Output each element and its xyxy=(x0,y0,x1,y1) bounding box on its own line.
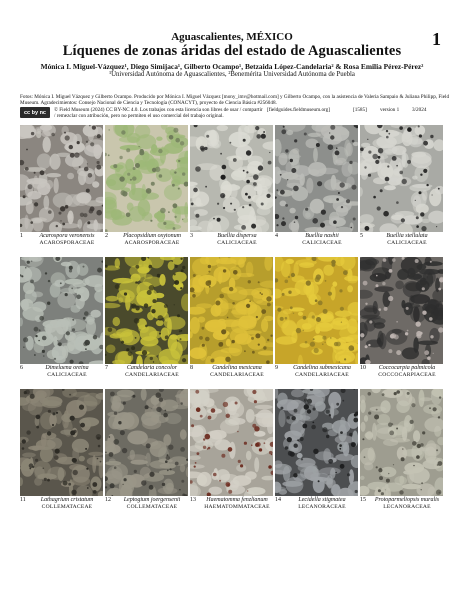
species-number: 10 xyxy=(360,365,366,371)
family-name: CANDELARIACEAE xyxy=(125,372,179,378)
affiliations-line: ¹Universidad Autónoma de Aguascalientes, ²Benemérita Universidad Autónoma de Puebla xyxy=(109,71,355,78)
species-number: 4 xyxy=(275,233,278,239)
species-card xyxy=(275,125,358,251)
lichen-photo xyxy=(275,125,358,232)
family-name: COCCOCARPIACEAE xyxy=(378,372,436,378)
lichen-photo xyxy=(105,257,188,364)
page-title: Líquenes de zonas áridas del estado de Aguascalientes xyxy=(62,43,402,59)
license-row xyxy=(20,106,450,120)
lichen-photo xyxy=(105,125,188,232)
lichen-photo xyxy=(20,257,103,364)
species-name: Acarospora veronensis xyxy=(39,233,95,239)
species-card xyxy=(190,125,273,251)
species-number: 12 xyxy=(105,497,111,503)
species-number: 9 xyxy=(275,365,278,371)
family-name: COLLEMATACEAE xyxy=(41,504,93,510)
family-name: CANDELARIACEAE xyxy=(295,372,349,378)
species-card xyxy=(190,257,273,383)
lichen-photo xyxy=(275,389,358,496)
species-name: Coccocarpia palmicola xyxy=(378,365,436,371)
family-name: ACAROSPORACEAE xyxy=(39,240,95,246)
species-card xyxy=(20,125,103,251)
lichen-photo xyxy=(190,125,273,232)
species-name: Lecidella stigmatea xyxy=(298,497,346,503)
lichen-photo xyxy=(275,257,358,364)
species-number: 11 xyxy=(20,497,26,503)
species-card xyxy=(190,389,273,515)
species-name: Dimelaena oreina xyxy=(45,365,89,371)
family-name: COLLEMATACEAE xyxy=(126,504,178,510)
species-card xyxy=(275,389,358,515)
species-card xyxy=(360,125,443,251)
family-name: CALICIACEAE xyxy=(217,240,257,246)
species-number: 1 xyxy=(20,233,23,239)
lichen-photo xyxy=(20,389,103,496)
species-card xyxy=(20,257,103,383)
cc-license-icon: cc by nc xyxy=(20,107,50,118)
species-number: 7 xyxy=(105,365,108,371)
lichen-photo xyxy=(360,125,443,232)
species-name: Buellia nashii xyxy=(305,233,339,239)
species-number: 8 xyxy=(190,365,193,371)
family-name: ACAROSPORACEAE xyxy=(124,240,180,246)
species-card xyxy=(105,257,188,383)
species-card xyxy=(360,257,443,383)
species-number: 15 xyxy=(360,497,366,503)
species-name: Leptogium joergensenii xyxy=(123,497,181,503)
species-name: Lathagrium cristatum xyxy=(40,497,94,503)
species-name: Candelina submexicana xyxy=(293,365,351,371)
species-number: 6 xyxy=(20,365,23,371)
species-card xyxy=(105,389,188,515)
family-name: LECANORACEAE xyxy=(298,504,346,510)
species-name: Placopsidium oxytonum xyxy=(123,233,181,239)
license-text: © Field Museum (2024) CC BY-NC 4.0. Los trabajos con esta licencia son libres de usar / compartir / remezclar con atribución, pero no permiten el uso comercial del trabajo original. xyxy=(54,107,263,119)
guide-code: [1585] xyxy=(353,107,367,113)
species-number: 2 xyxy=(105,233,108,239)
species-card xyxy=(275,257,358,383)
lichen-photo xyxy=(360,389,443,496)
species-card xyxy=(105,125,188,251)
species-card xyxy=(360,389,443,515)
region-heading: Aguascalientes, MÉXICO xyxy=(171,31,293,43)
species-name: Candelaria concolor xyxy=(126,365,178,371)
family-name: CANDELARIACEAE xyxy=(210,372,264,378)
family-name: CALICIACEAE xyxy=(302,240,342,246)
species-name: Protoparmeliopsis muralis xyxy=(374,497,440,503)
species-name: Candelina mexicana xyxy=(212,365,262,371)
version-label: version 1 xyxy=(380,107,400,113)
lichen-photo xyxy=(190,257,273,364)
species-number: 3 xyxy=(190,233,193,239)
species-number: 5 xyxy=(360,233,363,239)
species-name: Buellia stellulata xyxy=(386,233,428,239)
website-link[interactable]: [fieldguides.fieldmuseum.org] xyxy=(267,107,331,113)
species-card xyxy=(20,389,103,515)
family-name: CALICIACEAE xyxy=(387,240,427,246)
family-name: CALICIACEAE xyxy=(47,372,87,378)
lichen-photo xyxy=(190,389,273,496)
lichen-photo xyxy=(20,125,103,232)
page-number: 1 xyxy=(432,29,441,49)
family-name: LECANORACEAE xyxy=(383,504,431,510)
species-name: Haematomma fenzlianum xyxy=(206,497,268,503)
authors-line: Mónica I. Miguel-Vázquez¹, Diego Simijaca¹, Gilberto Ocampo¹, Betzaida López-Candelaria² & Rosa Emilia Pérez-Pérez² xyxy=(40,62,424,71)
lichen-photo xyxy=(105,389,188,496)
family-name: HAEMATOMMATACEAE xyxy=(204,504,270,510)
date-label: 3/2024 xyxy=(412,107,427,113)
species-number: 13 xyxy=(190,497,196,503)
lichen-photo xyxy=(360,257,443,364)
photo-credits: Fotos: Mónica I. Miguel Vázquez y Gilberto Ocampo. Producido por Mónica I. Miguel Vázquez [mony_imv@hotmail.com] y Gilberto Ocampo, con la asistencia de Valeria Sampaio & Juliana Philipp, Field Museum. Agradecimientos: Consejo Nacional de Ciencia y Tecnología (CONACYT), proyecto de Ciencia Básica #256048. xyxy=(20,94,450,107)
species-number: 14 xyxy=(275,497,281,503)
species-name: Buellia dispersa xyxy=(217,233,257,239)
